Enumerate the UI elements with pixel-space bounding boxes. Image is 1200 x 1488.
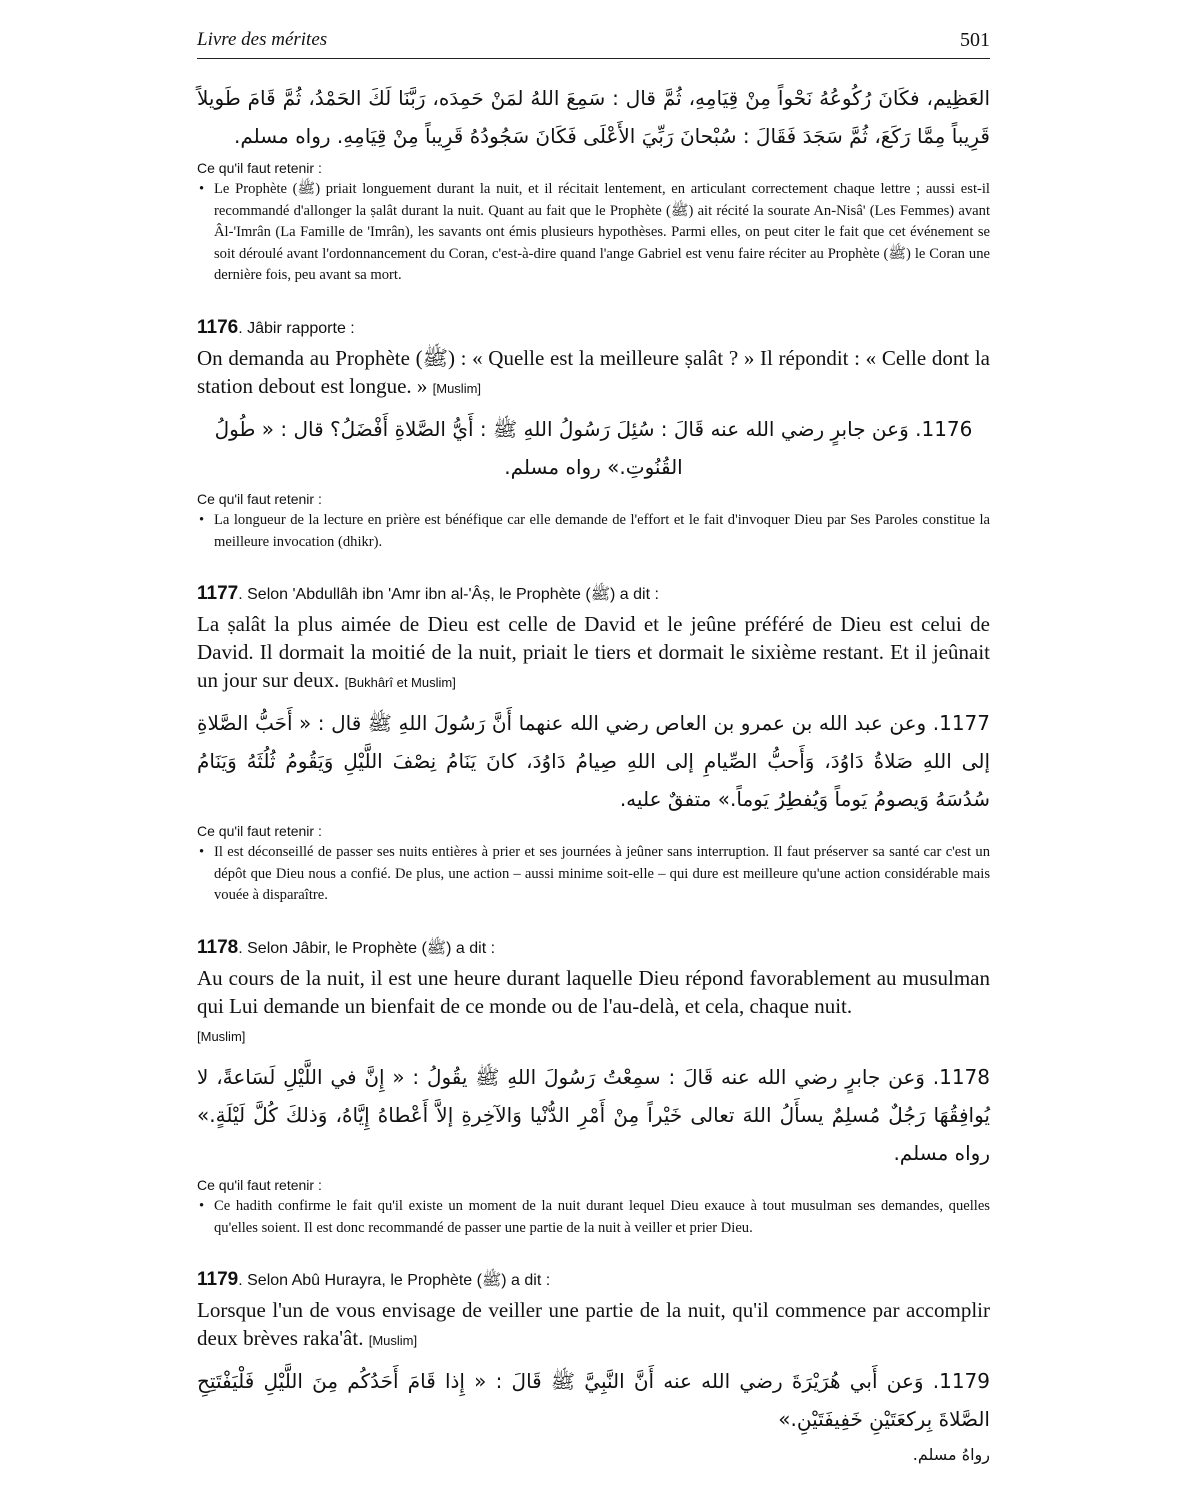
running-header-title: Livre des mérites bbox=[197, 29, 328, 50]
commentary-note-1178: • Ce hadith confirme le fait qu'il existe un moment de la nuit durant lequel Dieu exauce à tout musulman ses demandes, quelles qu'elles soient. Il est donc recommandé de passer une partie de la nuit à veiller et prier Dieu. bbox=[197, 1196, 990, 1239]
hadith-text: Lorsque l'un de vous envisage de veiller une partie de la nuit, qu'il commence par accomplir deux brèves raka'ât. bbox=[197, 1298, 990, 1351]
hadith-text-1177 bbox=[197, 610, 990, 694]
hadith-number: 1177 bbox=[197, 583, 239, 605]
hadith-text: On demanda au Prophète (ﷺ) : « Quelle est la meilleure ṣalât ? » Il répondit : « Celle dont la station debout est longue. » bbox=[197, 345, 990, 398]
hadith-intro: . Selon Jâbir, le Prophète (ﷺ) a dit : bbox=[238, 939, 496, 957]
retenir-label: Ce qu'il faut retenir : bbox=[197, 1176, 322, 1193]
arabic-text-1178: 1178. وَعن جابرٍ رضي الله عنه قَالَ : سمِعْتُ رَسُولَ اللهِ ﷺ يقُولُ : « إِنَّ في اللَّيْلِ لَسَاعةً، لا يُوافِقُهَا رَجُلٌ مُسلِمٌ يسأَلُ اللهَ تعالى خَيْراً مِنْ أَمْرِ الدُّنْيا وَالآخِرةِ إلاَّ أَعْطاهُ إِيَّاهُ، وَذلكَ كُلَّ لَيْلَةٍ.» رواه مسلم. bbox=[197, 1064, 990, 1165]
hadith-intro: . Selon 'Abdullâh ibn 'Amr ibn al-'Âṣ, le Prophète (ﷺ) a dit : bbox=[238, 586, 659, 604]
arabic-text-1179: 1179. وَعن أَبي هُرَيْرَةَ رضي الله عنه أَنَّ النَّبِيَّ ﷺ قَالَ : « إِذا قَامَ أَحَدُكُم مِنَ اللَّيْلِ فَلْيَفْتَتِحِ الصَّلاةَ بِركعَتَيْنِ خَفِيفَتَيْنِ.» bbox=[197, 1369, 990, 1432]
hadith-text: Au cours de la nuit, il est une heure durant laquelle Dieu répond favorablement au musulman qui Lui demande un bienfait de ce monde ou de l'au-delà, et cela, chaque nuit. bbox=[197, 965, 990, 1018]
hadith-text-1176 bbox=[197, 344, 990, 400]
hadith-heading-1177 bbox=[197, 583, 990, 606]
running-header bbox=[197, 28, 990, 59]
hadith-heading-1176 bbox=[197, 317, 990, 340]
hadith-intro: . Selon Abû Hurayra, le Prophète (ﷺ) a dit : bbox=[238, 1272, 551, 1290]
arabic-text: العَظِيم، فكَانَ رُكُوعُهُ نَحْواً مِنْ قِيَامِهِ، ثُمَّ قال : سَمِعَ اللهُ لمَنْ حَمِدَه، رَبَّنَا لَكَ الحَمْدُ، ثُمَّ قَامَ طَويلاً قَرِيباً مِمَّا رَكَعَ، ثُمَّ سَجَدَ فَقَالَ : سُبْحانَ رَبِّيَ الأَعْلَى فَكَانَ سَجُودُهُ قَرِيباً مِنْ قِيَامِهِ. رواه مسلم. bbox=[197, 86, 990, 148]
source-ref: [Muslim] bbox=[197, 1028, 246, 1044]
page-number: 501 bbox=[960, 29, 990, 51]
hadith-text: La ṣalât la plus aimée de Dieu est celle de David et le jeûne préféré de Dieu est celui de David. Il dormait la moitié de la nuit, priait le tiers et dormait le sixième restant. Et il jeûnait un jour sur deux. bbox=[197, 612, 990, 693]
hadith-number: 1179 bbox=[197, 1269, 239, 1291]
arabic-text-1176: 1176. وَعن جابرٍ رضي الله عنه قَالَ : سُئِلَ رَسُولُ اللهِ ﷺ : أَيُّ الصَّلاةِ أَفْضَلُ؟ قال : « طُولُ القُنُوتِ.» رواه مسلم. bbox=[214, 416, 973, 479]
arabic-source-1179: رواهُ مسلم. bbox=[912, 1445, 990, 1465]
source-ref: [Muslim] bbox=[368, 1333, 418, 1349]
hadith-heading-1178 bbox=[197, 937, 990, 960]
retenir-label: Ce qu'il faut retenir : bbox=[197, 823, 322, 840]
source-ref: [Bukhârî et Muslim] bbox=[344, 675, 456, 691]
retenir-label: Ce qu'il faut retenir : bbox=[197, 160, 322, 176]
hadith-heading-1179 bbox=[197, 1269, 990, 1292]
hadith-number: 1178 bbox=[197, 936, 239, 958]
source-ref: [Muslim] bbox=[432, 380, 482, 396]
commentary-note: • Le Prophète (ﷺ) priait longuement durant la nuit, et il récitait lentement, en articulant correctement chaque lettre ; aussi est-il recommandé d'allonger la ṣalât durant la nuit. Quant au fait que le Prophète (ﷺ) ait récité la sourate An-Nisâ' (Les Femmes) avant Âl-'Imrân (La Famille de 'Imrân), les savants ont émis plusieurs hypothèses. Parmi elles, on peut citer le fait que cet événement se soit déroulé avant l'ordonnancement du Coran, c'est-à-dire quand l'ange Gabriel est venu faire réciter au Prophète (ﷺ) le Coran une dernière fois, peu avant sa mort. bbox=[197, 179, 990, 287]
hadith-text-1178 bbox=[197, 964, 990, 1048]
commentary-note-1177: • Il est déconseillé de passer ses nuits entières à prier et ses journées à jeûner sans interruption. Il faut préserver sa santé car c'est un dépôt que Dieu nous a confié. De plus, une action – aussi minime soit-elle – qui dure est meilleure qu'une action considérable mais vouée à disparaître. bbox=[197, 842, 990, 907]
arabic-text-1177: 1177. وعن عبد الله بن عمرو بن العاص رضي الله عنهما أَنَّ رَسُولَ اللهِ ﷺ قال : « أَحَبُّ الصَّلاةِ إلى اللهِ صَلاةُ دَاوُدَ، وَأَحبُّ الصِّيامِ إلى اللهِ صِيامُ دَاوُدَ، كانَ يَنَامُ نِصْفَ اللَّيْلِ وَيَقُومُ ثُلُثَهُ وَيَنَامُ سُدُسَهُ وَيصومُ يَوماً وَيُفطِرُ يَوماً.» متفقٌ عليه. bbox=[197, 711, 990, 812]
hadith-text-1179 bbox=[197, 1296, 990, 1352]
hadith-intro: . Jâbir rapporte : bbox=[238, 319, 355, 337]
retenir-label: Ce qu'il faut retenir : bbox=[197, 490, 322, 507]
hadith-number: 1176 bbox=[197, 316, 239, 338]
commentary-note-1176: • La longueur de la lecture en prière est bénéfique car elle demande de l'effort et le fait d'invoquer Dieu par Ses Paroles constitue la meilleure invocation (dhikr). bbox=[197, 510, 990, 553]
